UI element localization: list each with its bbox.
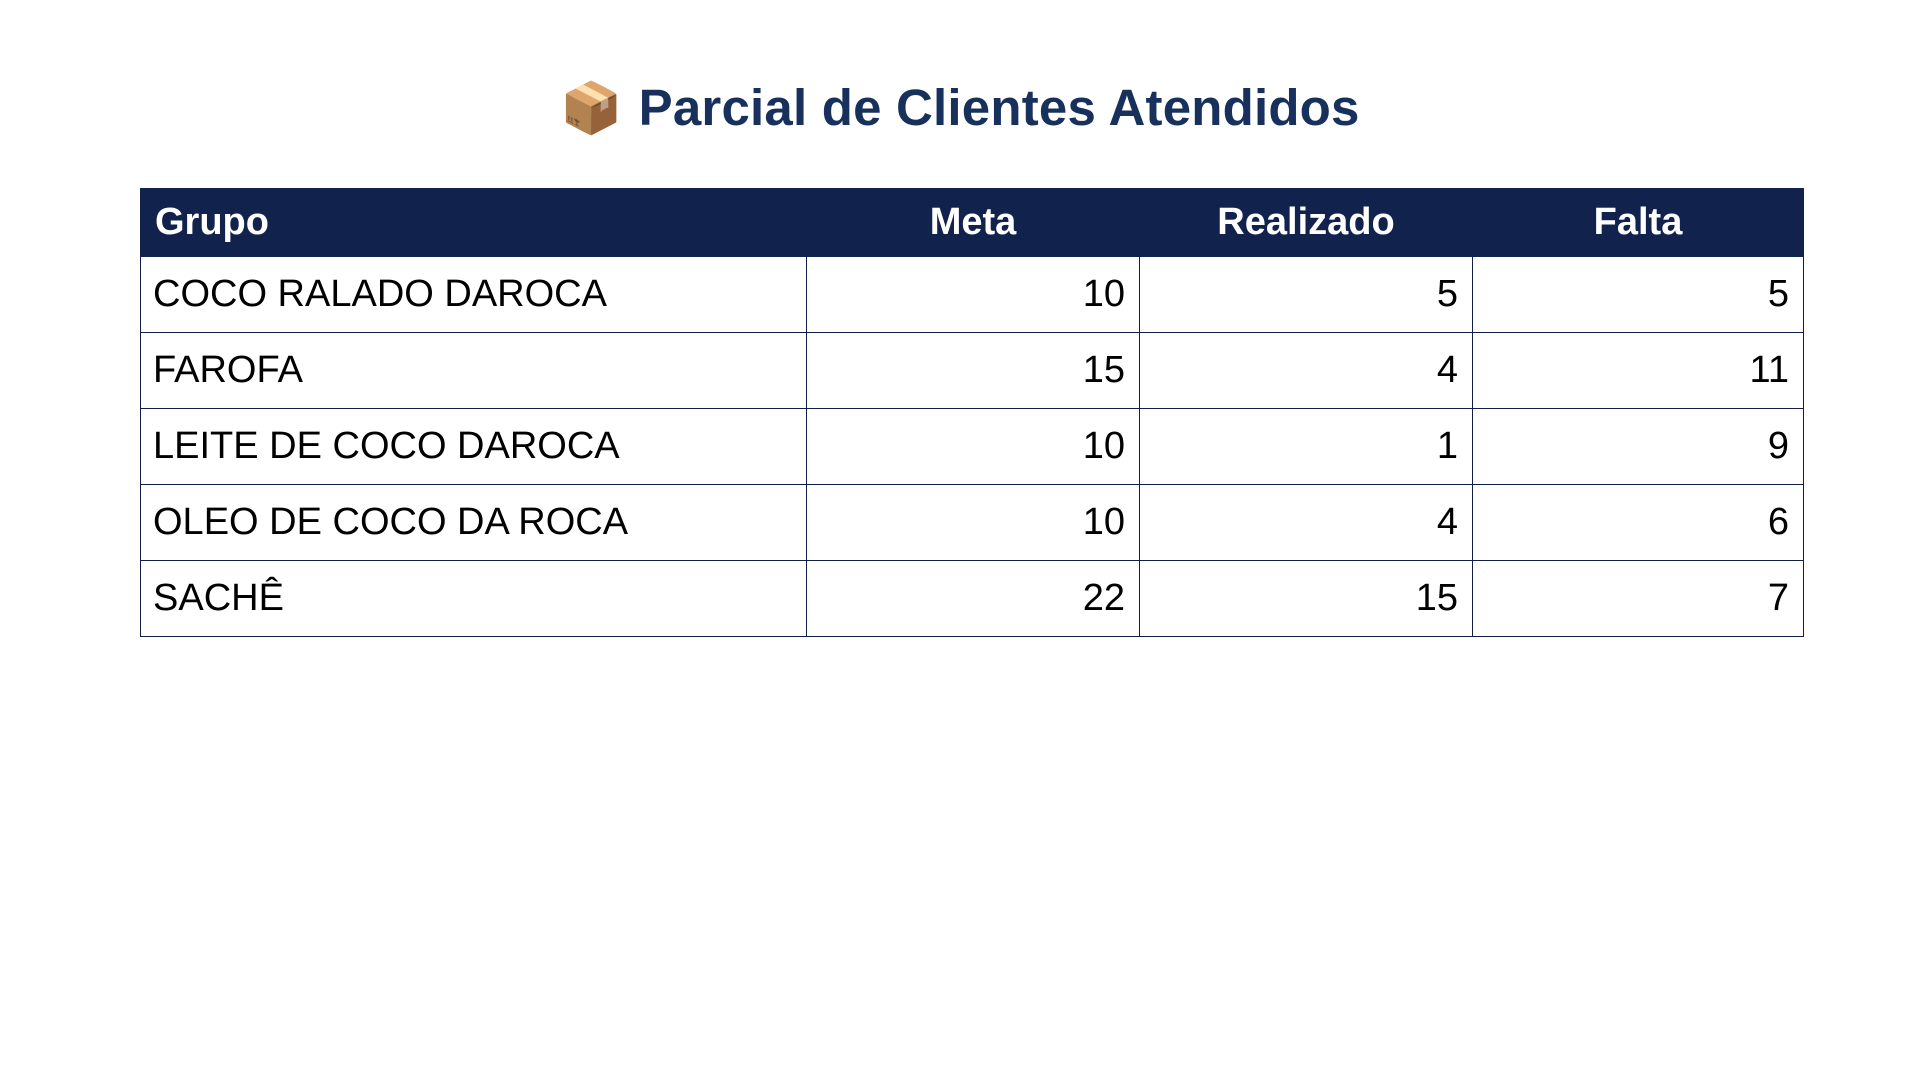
cell-falta: 11 <box>1473 333 1804 409</box>
cell-grupo: SACHÊ <box>141 561 807 637</box>
column-header-falta: Falta <box>1473 189 1804 257</box>
clients-table-container <box>140 188 1803 637</box>
table-row <box>141 333 1804 409</box>
cell-realizado: 1 <box>1140 409 1473 485</box>
cell-realizado: 15 <box>1140 561 1473 637</box>
clients-table <box>140 188 1804 637</box>
cell-realizado: 4 <box>1140 485 1473 561</box>
table-row <box>141 561 1804 637</box>
cell-falta: 6 <box>1473 485 1804 561</box>
cell-realizado: 4 <box>1140 333 1473 409</box>
page-title <box>0 78 1920 137</box>
table-row <box>141 409 1804 485</box>
cell-falta: 5 <box>1473 257 1804 333</box>
cell-falta: 7 <box>1473 561 1804 637</box>
cell-grupo: COCO RALADO DAROCA <box>141 257 807 333</box>
cell-meta: 10 <box>807 485 1140 561</box>
cell-realizado: 5 <box>1140 257 1473 333</box>
cell-grupo: OLEO DE COCO DA ROCA <box>141 485 807 561</box>
cell-meta: 10 <box>807 257 1140 333</box>
cell-meta: 15 <box>807 333 1140 409</box>
column-header-realizado: Realizado <box>1140 189 1473 257</box>
table-row <box>141 257 1804 333</box>
cell-meta: 22 <box>807 561 1140 637</box>
cell-meta: 10 <box>807 409 1140 485</box>
cell-grupo: LEITE DE COCO DAROCA <box>141 409 807 485</box>
column-header-meta: Meta <box>807 189 1140 257</box>
cell-grupo: FAROFA <box>141 333 807 409</box>
table-row <box>141 485 1804 561</box>
column-header-grupo: Grupo <box>141 189 807 257</box>
table-header-row <box>141 189 1804 257</box>
page-title-text: Parcial de Clientes Atendidos <box>638 79 1360 136</box>
package-box-icon: 📦 <box>560 79 623 136</box>
cell-falta: 9 <box>1473 409 1804 485</box>
